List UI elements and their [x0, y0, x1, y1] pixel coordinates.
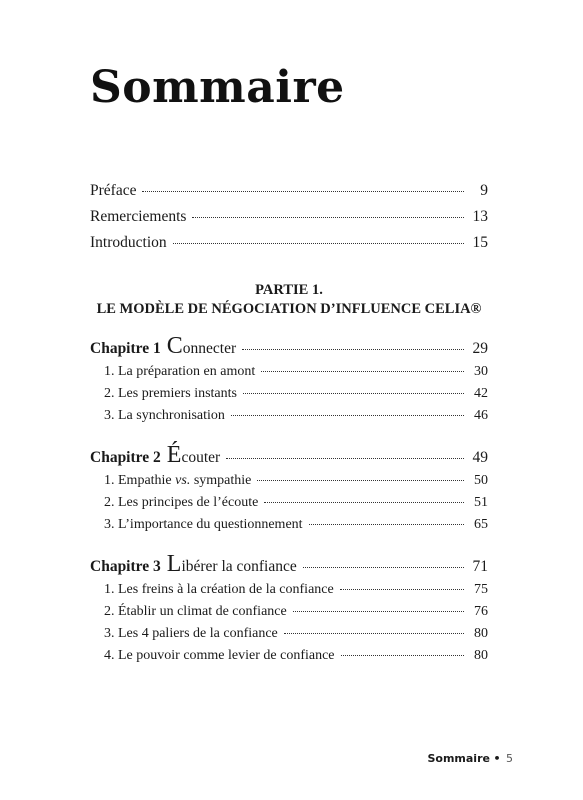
- footer-label: Sommaire: [427, 752, 490, 765]
- dot-leader: [243, 393, 464, 394]
- toc-entry-page: 76: [474, 604, 488, 619]
- toc-entry-label: Préface: [90, 182, 137, 199]
- toc-entry-page: 51: [474, 495, 488, 510]
- section-label-pre: 1. Empathie: [104, 473, 176, 488]
- toc-entry-label: Introduction: [90, 234, 167, 251]
- chapter-title: [90, 551, 297, 577]
- toc-entry-page: 50: [474, 473, 488, 488]
- chapter-number: Chapitre 1: [90, 340, 161, 357]
- section-label: 3. La synchronisation: [104, 408, 225, 423]
- section-label: 1. La préparation en amont: [104, 364, 256, 379]
- toc-entry-page: 29: [472, 340, 488, 357]
- toc-entry-page: 49: [472, 449, 488, 466]
- dot-leader: [293, 611, 464, 612]
- dot-leader: [284, 633, 464, 634]
- chapter-title-rest: onnecter: [182, 340, 237, 357]
- dot-leader: [242, 349, 464, 350]
- page-title: Sommaire: [90, 62, 345, 113]
- section-label: 1. Les freins à la création de la confiance: [104, 582, 334, 597]
- toc-entry-page: 80: [474, 648, 488, 663]
- toc-chapter-2[interactable]: [90, 442, 488, 468]
- toc-section-1-3[interactable]: [104, 408, 488, 424]
- chapter-title: [90, 442, 221, 468]
- toc-entry-page: 13: [472, 208, 488, 225]
- dot-leader: [257, 480, 464, 481]
- toc-entry-page: 80: [474, 626, 488, 641]
- section-label: 3. Les 4 paliers de la confiance: [104, 626, 278, 641]
- toc-section-2-1[interactable]: [104, 473, 488, 489]
- chapter-initial: É: [166, 442, 182, 468]
- toc-entry-page: 30: [474, 364, 488, 379]
- toc-entry-page: 42: [474, 386, 488, 401]
- chapter-number: Chapitre 2: [90, 449, 161, 466]
- toc-entry-page: 71: [472, 558, 488, 575]
- toc-section-3-4[interactable]: [104, 648, 488, 664]
- toc-chapter-3[interactable]: [90, 551, 488, 577]
- toc-section-1-1[interactable]: [104, 364, 488, 380]
- section-label-post: sympathie: [190, 473, 252, 488]
- page-footer: [427, 752, 513, 765]
- toc-section-2-3[interactable]: [104, 517, 488, 533]
- toc-entry-preface[interactable]: [90, 182, 488, 200]
- section-label: 2. Les principes de l’écoute: [104, 495, 259, 510]
- footer-page-number: 5: [506, 752, 513, 765]
- toc-entry-page: 75: [474, 582, 488, 597]
- section-label: 3. L’importance du questionnement: [104, 517, 303, 532]
- chapter-title: [90, 333, 237, 359]
- toc-entry-label: Remerciements: [90, 208, 187, 225]
- dot-leader: [142, 191, 464, 192]
- toc-entry-page: 9: [480, 182, 488, 199]
- section-label: [104, 473, 251, 489]
- toc-section-3-3[interactable]: [104, 626, 488, 642]
- dot-leader: [340, 589, 464, 590]
- toc-entry-introduction[interactable]: [90, 234, 488, 252]
- section-label-em: vs.: [175, 473, 191, 488]
- part-number: PARTIE 1.: [255, 282, 323, 298]
- chapter-initial: C: [166, 333, 183, 359]
- part-heading: [90, 281, 488, 319]
- section-label: 2. Établir un climat de confiance: [104, 604, 287, 619]
- toc-chapter-1[interactable]: [90, 333, 488, 359]
- dot-leader: [173, 243, 464, 244]
- dot-leader: [226, 458, 464, 459]
- part-title: LE MODÈLE DE NÉGOCIATION D’INFLUENCE CELIA®: [96, 301, 482, 317]
- toc-entry-page: 15: [472, 234, 488, 251]
- section-label: 4. Le pouvoir comme levier de confiance: [104, 648, 335, 663]
- dot-leader: [303, 567, 464, 568]
- dot-leader: [231, 415, 464, 416]
- toc-section-3-1[interactable]: [104, 582, 488, 598]
- toc-section-1-2[interactable]: [104, 386, 488, 402]
- dot-leader: [309, 524, 464, 525]
- section-label: 2. Les premiers instants: [104, 386, 237, 401]
- dot-leader: [261, 371, 464, 372]
- chapter-number: Chapitre 3: [90, 558, 161, 575]
- dot-leader: [341, 655, 464, 656]
- toc-entry-remerciements[interactable]: [90, 208, 488, 226]
- dot-leader: [192, 217, 464, 218]
- dot-leader: [264, 502, 464, 503]
- chapter-title-rest: couter: [181, 449, 221, 466]
- chapter-initial: L: [166, 551, 182, 577]
- footer-bullet: •: [493, 752, 501, 765]
- toc-section-3-2[interactable]: [104, 604, 488, 620]
- toc-section-2-2[interactable]: [104, 495, 488, 511]
- toc-entry-page: 65: [474, 517, 488, 532]
- chapter-title-rest: ibérer la confiance: [181, 558, 297, 575]
- toc-entry-page: 46: [474, 408, 488, 423]
